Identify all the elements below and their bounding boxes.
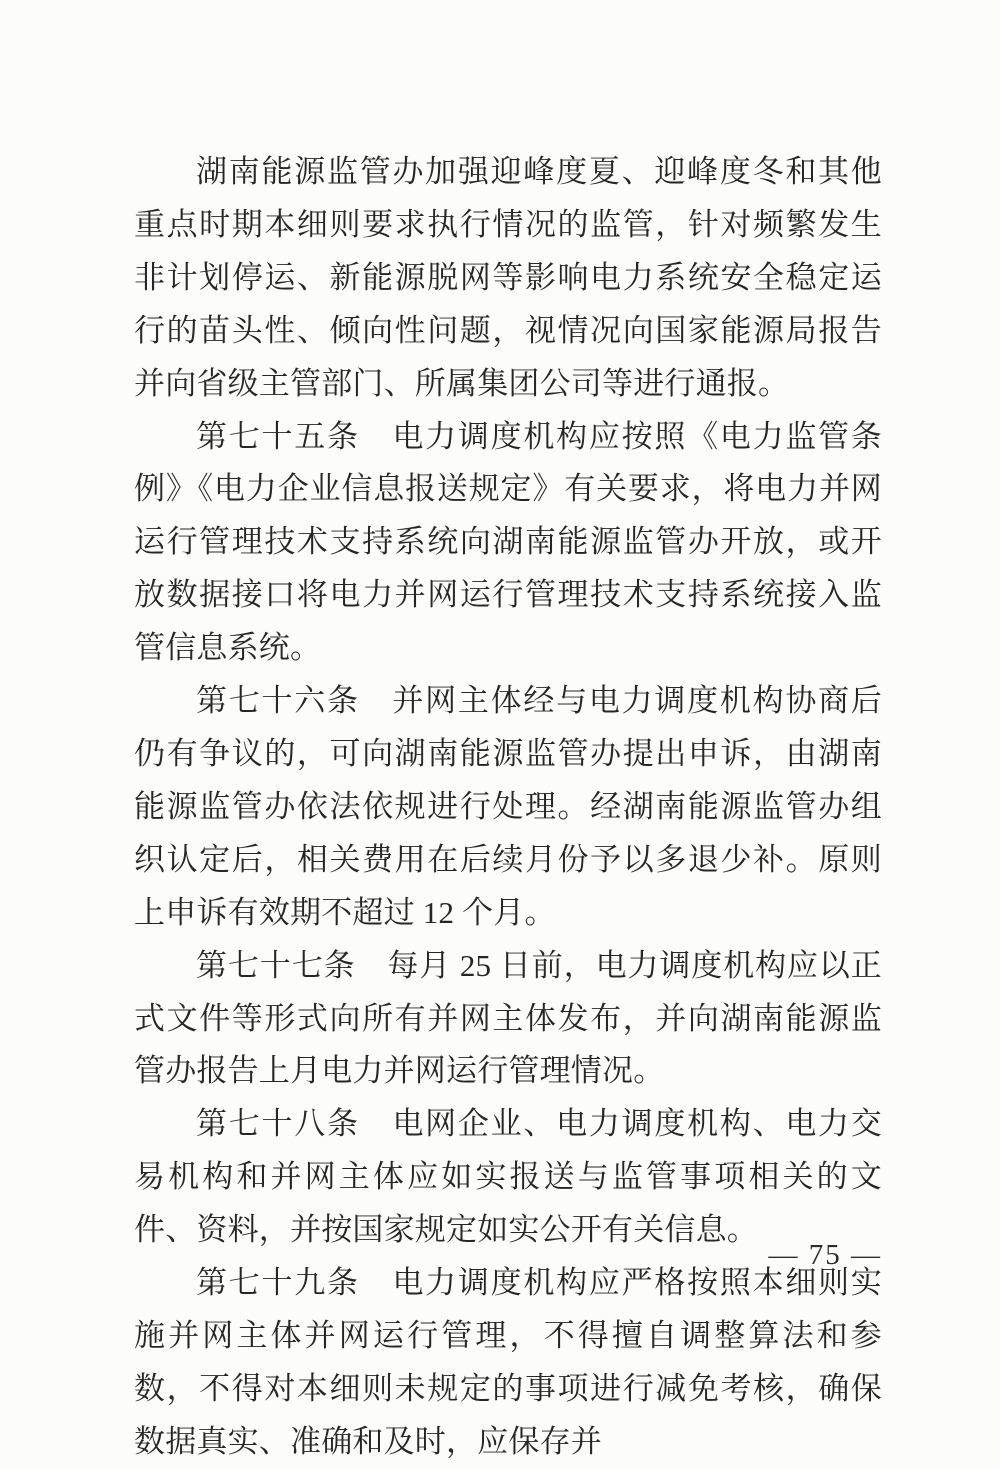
body-paragraph: 湖南能源监管办加强迎峰度夏、迎峰度冬和其他重点时期本细则要求执行情况的监管，针对频繁发生非计划停运、新能源脱网等影响电力系统安全稳定运行的苗头性、倾向性问题，视情况向国家能源局报告并向省级主管部门、所属集团公司等进行通报。	[134, 154, 882, 401]
article-paragraph-78: 第七十八条 电网企业、电力调度机构、电力交易机构和并网主体应如实报送与监管事项相关的文件、资料，并按国家规定如实公开有关信息。	[134, 1106, 882, 1248]
article-paragraph-75: 第七十五条 电力调度机构应按照《电力监管条例》《电力企业信息报送规定》有关要求，将电力并网运行管理技术支持系统向湖南能源监管办开放，或开放数据接口将电力并网运行管理技术支持系统接入监管信息系统。	[134, 418, 882, 666]
article-paragraph-76: 第七十六条 并网主体经与电力调度机构协商后仍有争议的，可向湖南能源监管办提出申诉，由湖南能源监管办依法依规进行处理。经湖南能源监管办组织认定后，相关费用在后续月份予以多退少补。原则上申诉有效期不超过 12 个月。	[134, 683, 882, 930]
article-paragraph-79: 第七十九条 电力调度机构应严格按照本细则实施并网主体并网运行管理，不得擅自调整算法和参数，不得对本细则未规定的事项进行减免考核，确保数据真实、准确和及时，应保存并	[134, 1265, 882, 1459]
page-number: — 75 —	[768, 1239, 882, 1271]
article-paragraph-77: 第七十七条 每月 25 日前，电力调度机构应以正式文件等形式向所有并网主体发布，并向湖南能源监管办报告上月电力并网运行管理情况。	[134, 947, 882, 1089]
